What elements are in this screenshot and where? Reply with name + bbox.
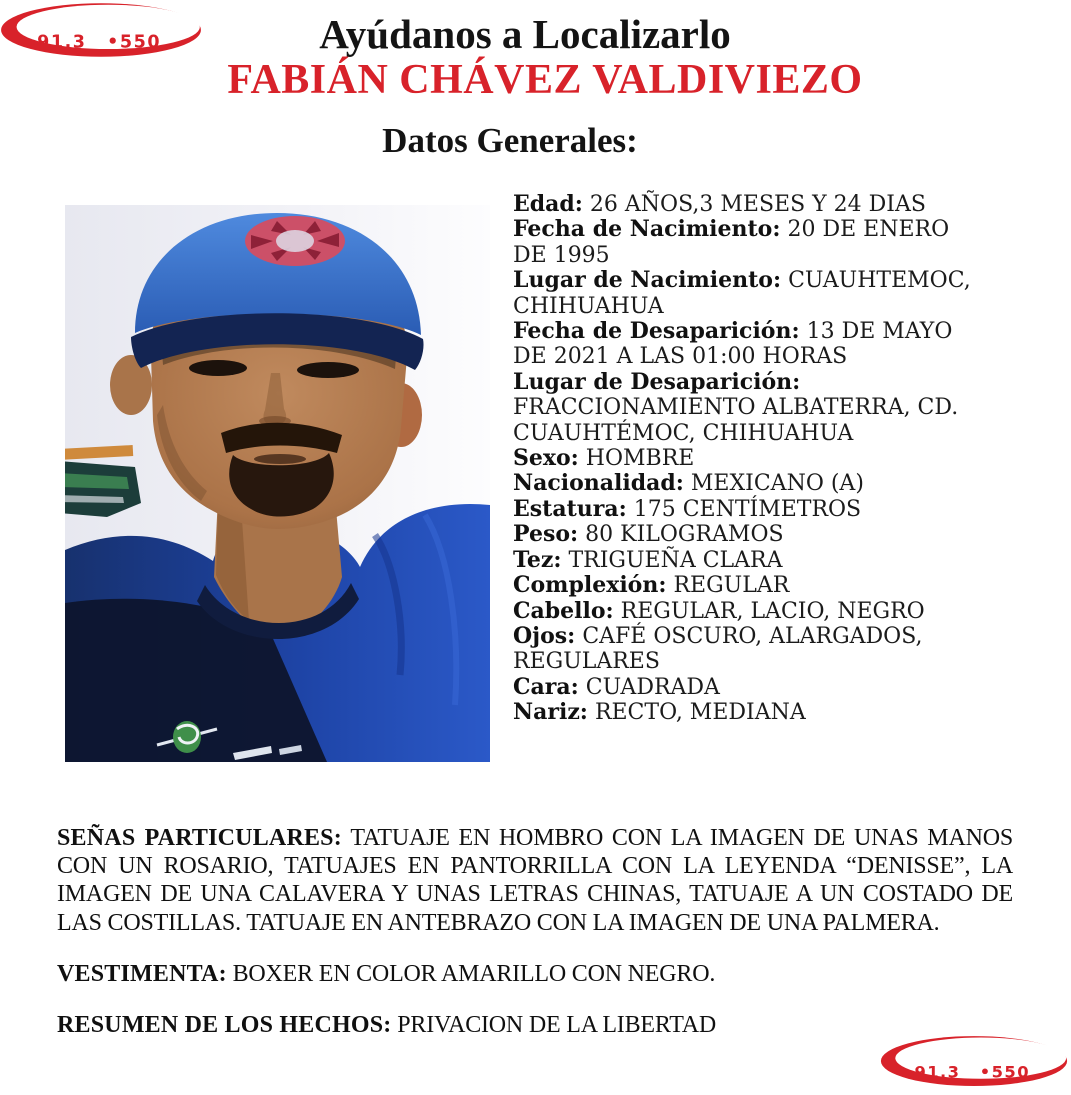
dato-row	[513, 675, 975, 700]
dato-row	[513, 268, 975, 319]
mouth	[254, 454, 306, 464]
detail-label: RESUMEN DE LOS HECHOS:	[57, 1012, 392, 1039]
radio-station-logo	[878, 1033, 1070, 1091]
detail-paragraph	[57, 1011, 1013, 1039]
dato-label: Sexo:	[513, 445, 579, 472]
dato-row	[513, 522, 975, 547]
cap-logo	[245, 216, 345, 266]
dato-label: Fecha de Nacimiento:	[513, 216, 781, 243]
detail-paragraph	[57, 960, 1013, 988]
dato-label: Tez:	[513, 546, 562, 573]
details-section	[57, 824, 1013, 1039]
dato-value: CUADRADA	[585, 674, 720, 700]
dato-label: Nariz:	[513, 699, 588, 726]
dato-label: Cabello:	[513, 597, 614, 624]
dato-value: 26 AÑOS,3 MESES Y 24 DIAS	[589, 192, 926, 217]
detail-text: TATUAJE EN HOMBRO CON LA IMAGEN DE UNAS MANOS CON UN ROSARIO, TATUAJES EN PANTORRILLA CON LA LEYENDA “DENISSE”, LA IMAGEN DE UNA CALAVERA Y UNAS LETRAS CHINAS, TATUAJE A UN COSTADO DE LAS COSTILLAS. TATUAJE EN ANTEBRAZO CON LA IMAGEN DE UNA PALMERA.	[57, 825, 1013, 936]
datos-generales-list	[513, 192, 975, 726]
dato-value: 20 DE ENERO DE 1995	[513, 217, 950, 268]
dato-value: 80 KILOGRAMOS	[585, 522, 784, 548]
fm-frequency-label: 91.3	[37, 32, 87, 53]
swoosh-ellipse-icon	[881, 1036, 1067, 1086]
dato-label: Nacionalidad:	[513, 470, 684, 497]
dato-row	[513, 471, 975, 496]
right-eye	[297, 362, 359, 378]
dato-value: MEXICANO (A)	[690, 471, 864, 497]
background-chair	[65, 445, 141, 517]
dato-row	[513, 370, 975, 446]
section-heading: Datos Generales:	[382, 121, 638, 160]
dato-row	[513, 217, 975, 268]
detail-label: VESTIMENTA:	[57, 960, 227, 987]
dato-value: CAFÉ OSCURO, ALARGADOS, REGULARES	[513, 623, 923, 675]
dato-value: TRIGUEÑA CLARA	[568, 547, 783, 573]
dato-row	[513, 599, 975, 624]
dato-label: Edad:	[513, 191, 583, 217]
page-title: Ayúdanos a Localizarlo	[319, 11, 731, 57]
dato-row	[513, 446, 975, 471]
dato-value: 175 CENTÍMETROS	[633, 496, 862, 522]
dato-label: Lugar de Desaparición:	[513, 368, 801, 395]
detail-label: SEÑAS PARTICULARES:	[57, 825, 342, 851]
dato-row	[513, 192, 975, 217]
dato-value: RECTO, MEDIANA	[594, 700, 806, 726]
dato-row	[513, 624, 975, 675]
am-frequency-label: •550	[979, 1062, 1031, 1082]
dato-row	[513, 548, 975, 573]
dato-value: REGULAR, LACIO, NEGRO	[620, 598, 925, 624]
dato-label: Estatura:	[513, 495, 627, 522]
dato-label: Cara:	[513, 673, 579, 700]
dato-label: Peso:	[513, 521, 579, 548]
dato-label: Lugar de Nacimiento:	[513, 267, 782, 294]
detail-text: PRIVACION DE LA LIBERTAD	[397, 1012, 717, 1039]
detail-text: BOXER EN COLOR AMARILLO CON NEGRO.	[232, 960, 716, 987]
dato-label: Fecha de Desaparición:	[513, 318, 800, 345]
dato-value: HOMBRE	[585, 446, 695, 472]
dato-value: FRACCIONAMIENTO ALBATERRA, CD. CUAUHTÉMOC, CHIHUAHUA	[513, 395, 959, 446]
dato-row	[513, 497, 975, 522]
portrait-photo	[65, 205, 490, 762]
missing-person-name: FABIÁN CHÁVEZ VALDIVIEZO	[227, 57, 863, 103]
left-eye	[189, 360, 247, 376]
fm-frequency-label: 91.3	[914, 1062, 961, 1082]
dato-label: Ojos:	[513, 622, 576, 649]
dato-value: REGULAR	[673, 573, 790, 599]
detail-paragraph	[57, 824, 1013, 937]
am-frequency-label: •550	[107, 32, 162, 53]
dato-row	[513, 700, 975, 725]
dato-value: 13 DE MAYO DE 2021 A LAS 01:00 HORAS	[513, 319, 953, 370]
dato-row	[513, 319, 975, 370]
dato-value: CUAUHTEMOC, CHIHUAHUA	[513, 268, 971, 319]
dato-row	[513, 573, 975, 598]
dato-label: Complexión:	[513, 572, 667, 599]
